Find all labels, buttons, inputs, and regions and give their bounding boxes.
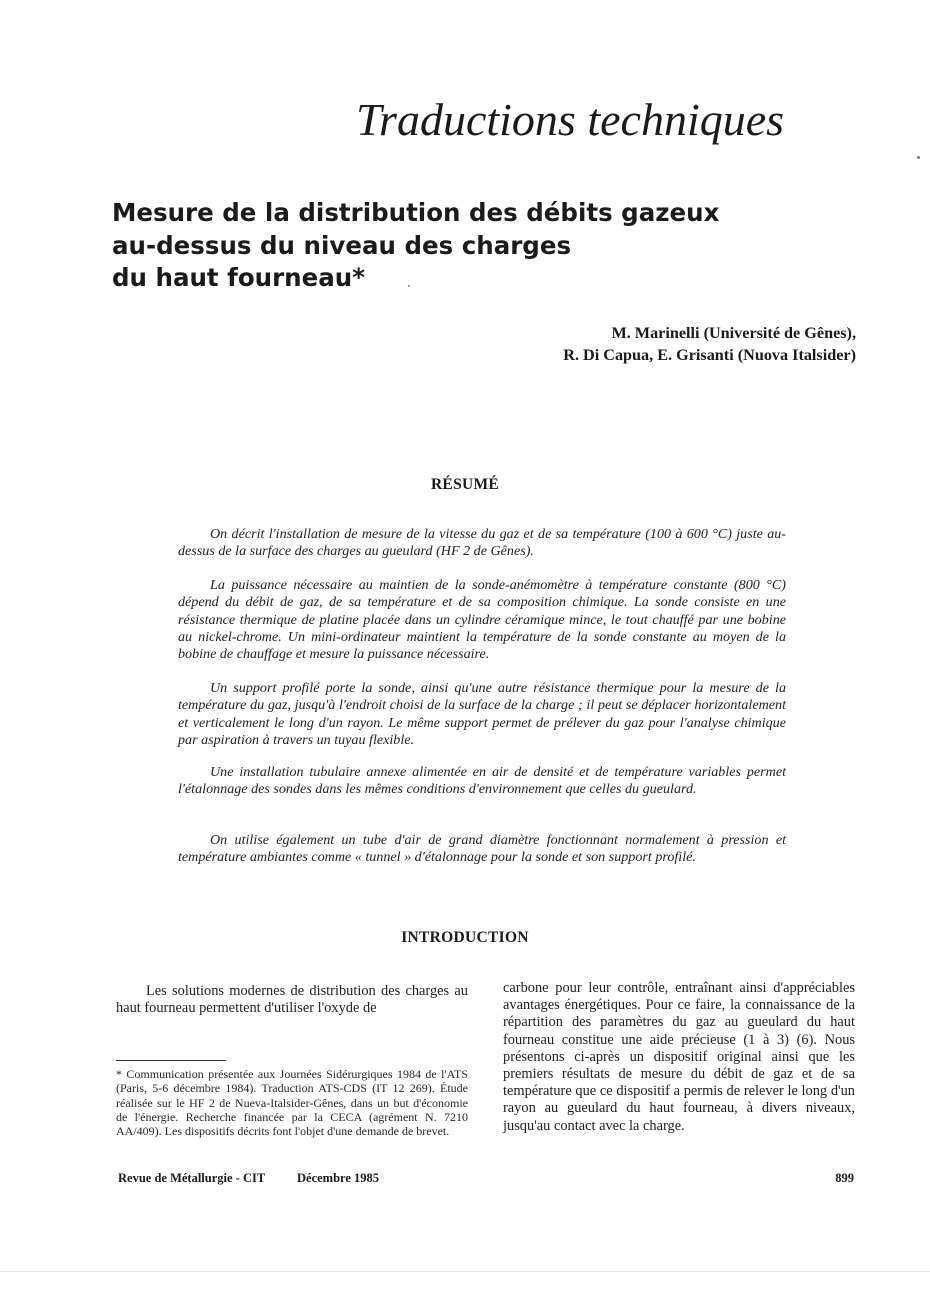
section-title: Traductions techniques bbox=[356, 94, 785, 145]
introduction-heading: INTRODUCTION bbox=[401, 929, 529, 946]
footnote: * Communication présentée aux Journées Sidérurgiques 1984 de l'ATS (Paris, 5-6 décembre 1984). Traduction ATS-CDS (IT 12 269). Étude réalisée sur le HF 2 de Nueva-Italsider-Gênes, dans un but d'économie de l'énergie. Recherche financée par la CECA (agrément N. 7210 AA/409). Les dispositifs décrits font l'objet d'une demande de brevet. bbox=[116, 1067, 468, 1139]
authors-line: M. Marinelli (Université de Gênes), bbox=[611, 324, 856, 342]
abstract-paragraph: On décrit l'installation de mesure de la vitesse du gaz et de sa température (100 à 600 °C) juste au-dessus de la surface des charges au gueulard (HF 2 de Gênes). bbox=[178, 526, 786, 560]
left-column-text: Les solutions modernes de distribution des charges au haut fourneau permettent d'utiliser l'oxyde de bbox=[116, 983, 468, 1017]
journal-name: Revue de Métallurgie - CIT bbox=[118, 1171, 266, 1185]
abstract-paragraph: La puissance nécessaire au maintien de la sonde-anémomètre à température constante (800 °C) dépend du débit de gaz, de sa température et de sa composition chimique. La sonde consiste en une résistance thermique de platine placée dans un cylindre céramique mince, le tout chauffé par une bobine au nickel-chrome. Un mini-ordinateur maintient la température de la sonde constante au moyen de la bobine de chauffage et mesure la puissance nécessaire. bbox=[178, 577, 786, 663]
scan-speck bbox=[408, 285, 410, 287]
article-title-line: Mesure de la distribution des débits gazeux bbox=[112, 198, 720, 227]
abstract-paragraph: Un support profilé porte la sonde, ainsi qu'une autre résistance thermique pour la mesure de la température du gaz, jusqu'à l'endroit choisi de la surface de la charge ; il peut se déplacer horizontalement et verticalement le long d'un rayon. Le même support permet de prélever du gaz pour l'analyse chimique par aspiration à travers un tuyau flexible. bbox=[178, 680, 786, 748]
abstract-paragraph: Une installation tubulaire annexe alimentée en air de densité et de température variables permet l'étalonnage des sondes dans les mêmes conditions d'environnement que celles du gueulard. bbox=[178, 764, 786, 798]
abstract-heading: RÉSUMÉ bbox=[430, 476, 500, 493]
article-title-line: au-dessus du niveau des charges bbox=[112, 230, 572, 260]
right-column-text: carbone pour leur contrôle, entraînant ainsi d'appréciables avantages énergétiques. Pour ce faire, la connaissance de la répartition des paramètres du gaz au gueulard du haut fourneau constitue une aide précieuse (1 à 3) (6). Nous présentons ci-après un dispositif original ainsi que les premiers résultats de mesure du débit de gaz et de sa température que ce dispositif a permis de relever le long d'un rayon au gueulard du haut fourneau, à divers niveaux, jusqu'au contact avec la charge. bbox=[503, 980, 855, 1134]
authors-line: R. Di Capua, E. Grisanti (Nuova Italsider) bbox=[563, 345, 856, 364]
abstract-paragraph: On utilise également un tube d'air de grand diamètre fonctionnant normalement à pression et température ambiantes comme « tunnel » d'étalonnage pour la sonde et son support profilé. bbox=[178, 832, 786, 866]
scan-speck bbox=[917, 156, 920, 159]
article-title bbox=[112, 197, 832, 295]
issue-date: Décembre 1985 bbox=[297, 1171, 380, 1185]
footnote-rule bbox=[116, 1060, 226, 1061]
scan-edge bbox=[0, 1271, 930, 1272]
page-number: 899 bbox=[835, 1171, 854, 1185]
article-title-line: du haut fourneau* bbox=[112, 263, 366, 292]
authors bbox=[436, 323, 856, 366]
